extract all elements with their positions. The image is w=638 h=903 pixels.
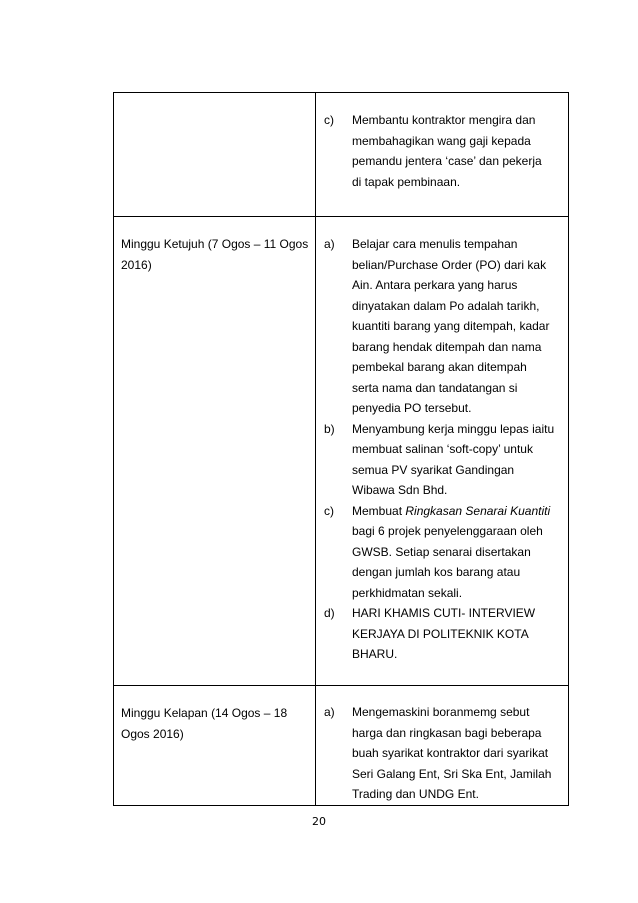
item-text: HARI KHAMIS CUTI- INTERVIEW KERJAYA DI POLITEKNIK KOTA BHARU.: [352, 606, 536, 661]
item-text: bagi 6 projek penyelenggaraan oleh GWSB. Setiap senarai disertakan dengan jumlah kos barang atau perkhidmatan sekali.: [352, 524, 543, 600]
item-text-prefix: Membuat: [352, 503, 406, 518]
item-marker: b): [324, 421, 335, 436]
activity-list: [316, 217, 568, 665]
week-cell: [114, 93, 316, 217]
week-label: Minggu Ketujuh (7 Ogos – 11 Ogos 2016): [121, 237, 309, 272]
week-cell: [114, 217, 316, 686]
list-item: [324, 501, 562, 604]
item-text: Mengemaskini boranmemg sebut harga dan ringkasan bagi beberapa buah syarikat kontraktor dari syarikat Seri Galang Ent, Sri Ska Ent, Jamilah Trading dan UNDG Ent.: [352, 705, 552, 801]
activity-log-table: [113, 92, 569, 806]
table-row: [114, 686, 569, 806]
item-marker: a): [324, 705, 335, 719]
week-label: Minggu Kelapan (14 Ogos – 18 Ogos 2016): [121, 706, 288, 741]
list-item: [324, 110, 562, 192]
item-marker: d): [324, 606, 335, 620]
activity-cell: [316, 93, 569, 217]
item-text: Menyambung kerja minggu lepas iaitu membuat salinan ‘soft-copy’ untuk semua PV syarikat Gandingan Wibawa Sdn Bhd.: [352, 421, 555, 497]
item-text: Belajar cara menulis tempahan belian/Purchase Order (PO) dari kak Ain. Antara perkara yang harus dinyatakan dalam Po adalah tarikh, kuantiti barang yang ditempah, kadar barang hendak ditempah dan nama pembekal barang akan ditempah serta nama dan tandatangan si penyedia PO tersebut.: [352, 237, 550, 415]
list-item: [324, 234, 562, 419]
week-cell: [114, 686, 316, 806]
page-number: 20: [312, 815, 326, 828]
item-marker: c): [324, 113, 334, 127]
activity-cell: [316, 217, 569, 686]
list-item: [324, 419, 562, 501]
item-text-italic: Ringkasan Senarai Kuantiti: [405, 503, 551, 518]
week-label: [114, 93, 315, 110]
item-text: Membantu kontraktor mengira dan membahagikan wang gaji kepada pemandu jentera ‘case’ dan pekerja di tapak pembinaan.: [352, 113, 542, 189]
activity-list: [316, 686, 568, 805]
table-row: [114, 217, 569, 686]
item-marker: c): [324, 503, 334, 518]
item-text-mixed: [352, 501, 562, 604]
list-item: [324, 702, 562, 805]
item-marker: a): [324, 237, 335, 251]
list-item: [324, 603, 562, 665]
activity-list: [316, 93, 568, 192]
table-row: [114, 93, 569, 217]
activity-cell: [316, 686, 569, 806]
